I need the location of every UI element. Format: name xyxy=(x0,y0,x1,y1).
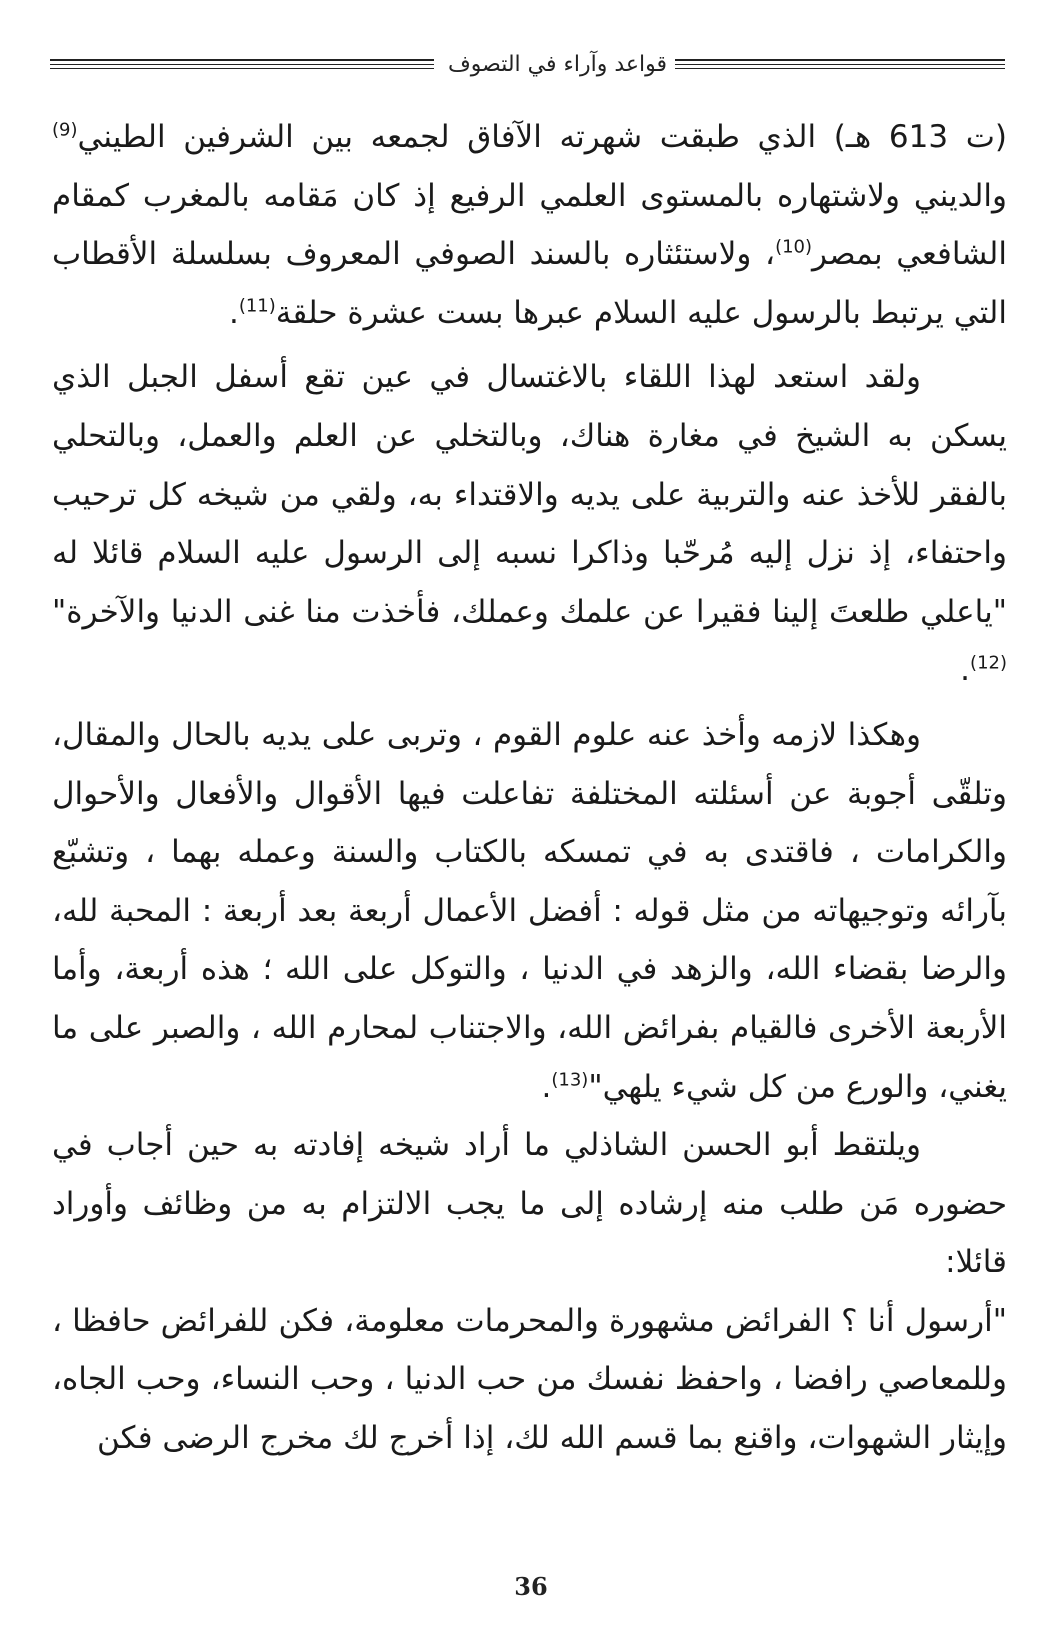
footnote-ref: (13) xyxy=(551,1069,589,1091)
paragraph-text: "أرسول أنا ؟ الفرائض مشهورة والمحرمات معلومة، فكن للفرائض حافظا ، وللمعاصي رافضا ، واحفظ نفسك من حب الدنيا ، وحب النساء، وحب الجاه، وإيثار الشهوات، واقنع بما قسم الله لك، إذا أخرج لك مخرج الرضى فكن xyxy=(52,1302,1007,1457)
paragraph-5 xyxy=(52,1292,1007,1468)
running-header xyxy=(50,44,1005,84)
page-number: 36 xyxy=(514,1572,548,1601)
paragraph-3 xyxy=(52,706,1007,1116)
footnote-ref: (11) xyxy=(238,295,276,317)
body-text xyxy=(52,108,1007,1468)
header-rule-right xyxy=(675,59,1005,69)
header-rule-left xyxy=(50,59,434,69)
paragraph-1 xyxy=(52,108,1007,342)
paragraph-text: ويلتقط أبو الحسن الشاذلي ما أراد شيخه إفادته به حين أجاب في حضوره مَن طلب منه إرشاده إلى ما يجب الالتزام به من وظائف وأوراد قائلا: xyxy=(52,1127,1007,1281)
paragraph-end: . xyxy=(960,652,971,689)
header-title: قواعد وآراء في التصوف xyxy=(447,51,667,77)
paragraph-end: . xyxy=(541,1068,552,1105)
paragraph-end: . xyxy=(228,294,239,331)
paragraph-text: وهكذا لازمه وأخذ عنه علوم القوم ، وتربى على يديه بالحال والمقال، وتلقّى أجوبة عن أسئلته المختلفة تفاعلت فيها الأقوال والأفعال والأحوال والكرامات ، فاقتدى به في تمسكه بالكتاب والسنة وعمله بهما ، وتشبّع بآرائه وتوجيهاته من مثل قوله : أفضل الأعمال أربعة بعد أربعة : المحبة لله، والرضا بقضاء الله، والزهد في الدنيا ، والتوكل على الله ؛ هذه أربعة، وأما الأربعة الأخرى فالقيام بفرائض الله، والاجتناب لمحارم الله ، والصبر على ما يغني، والورع من كل شيء يلهي" xyxy=(52,716,1007,1105)
footnote-ref: (10) xyxy=(775,236,813,258)
paragraph-2 xyxy=(52,348,1007,700)
paragraph-4 xyxy=(52,1116,1007,1292)
footnote-ref: (9) xyxy=(52,119,78,141)
paragraph-text: ، ولاستئثاره بالسند الصوفي المعروف بسلسلة الأقطاب التي يرتبط بالرسول عليه السلام عبرها بست عشرة حلقة xyxy=(52,236,1007,331)
footnote-ref: (12) xyxy=(970,653,1007,675)
paragraph-text: (ت 613 هـ) الذي طبقت شهرته الآفاق لجمعه بين الشرفين الطيني xyxy=(77,119,1007,155)
paragraph-text: ولقد استعد لهذا اللقاء بالاغتسال في عين تقع أسفل الجبل الذي يسكن به الشيخ في مغارة هناك، وبالتخلي عن العلم والعمل، وبالتحلي بالفقر للأخذ عنه والتربية على يديه والاقتداء به، ولقي من شيخه كل ترحيب واحتفاء، إذ نزل إليه مُرحّبا وذاكرا نسبه إلى الرسول عليه السلام قائلا له "ياعلي طلعتَ إلينا فقيرا عن علمك وعملك، فأخذت منا غنى الدنيا والآخرة" xyxy=(52,359,1007,630)
paragraph-text: والديني ولاشتهاره بالمستوى العلمي الرفيع إذ كان مَقامه بالمغرب كمقام الشافعي بمصر xyxy=(52,177,1007,273)
